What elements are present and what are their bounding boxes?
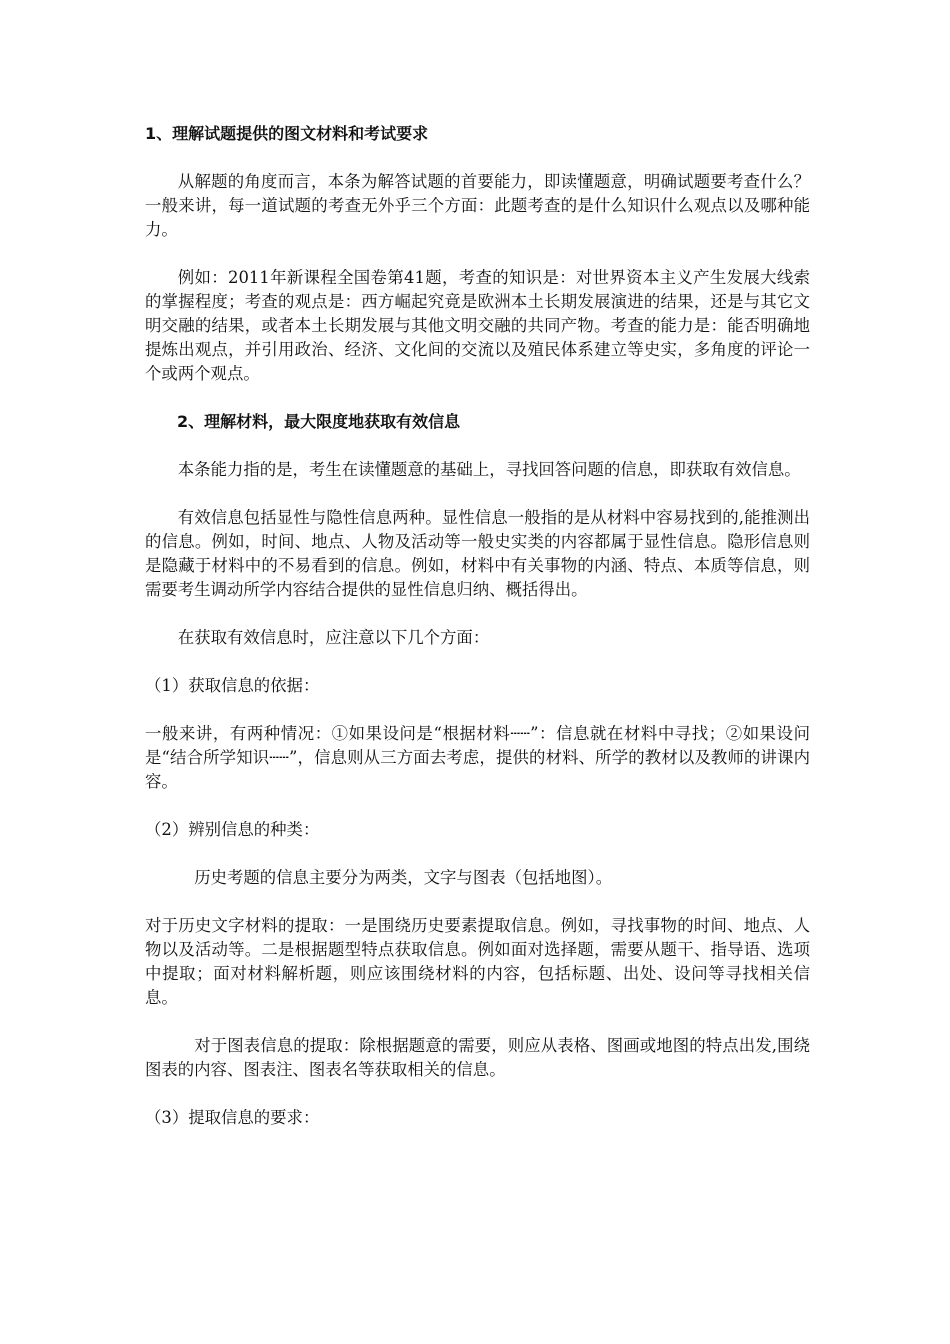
paragraph: 例如：2011年新课程全国卷第41题，考查的知识是：对世界资本主义产生发展大线索的掌握程度；考查的观点是：西方崛起究竟是欧洲本土长期发展演进的结果，还是与其它文明交融的结果，或者本土长期发展与其他文明交融的共同产物。考查的能力是：能否明确地提炼出观点，并引用政治、经济、文化间的交流以及殖民体系建立等史实，多角度的评论一个或两个观点。 <box>145 268 810 383</box>
paragraph: 对于历史文字材料的提取：一是围绕历史要素提取信息。例如，寻找事物的时间、地点、人物以及活动等。二是根据题型特点获取信息。例如面对选择题，需要从题干、指导语、选项中提取；面对材料解析题，则应该围绕材料的内容，包括标题、出处、设问等寻找相关信息。 <box>145 916 810 1007</box>
paragraph: 历史考题的信息主要分为两类，文字与图表（包括地图）。 <box>194 868 613 887</box>
section-heading-1: 1、理解试题提供的图文材料和考试要求 <box>145 124 429 143</box>
paragraph: 有效信息包括显性与隐性信息两种。显性信息一般指的是从材料中容易找到的,能推测出的信息。例如，时间、地点、人物及活动等一般史实类的内容都属于显性信息。隐形信息则是隐藏于材料中的不易看到的信息。例如，材料中有关事物的内涵、特点、本质等信息，则需要考生调动所学内容结合提供的显性信息归纳、概括得出。 <box>145 508 810 599</box>
subheading-3: （3）提取信息的要求： <box>145 1108 320 1127</box>
subheading-2: （2）辨别信息的种类： <box>145 820 320 839</box>
paragraph: 本条能力指的是，考生在读懂题意的基础上，寻找回答问题的信息，即获取有效信息。 <box>177 460 801 479</box>
paragraph: 从解题的角度而言，本条为解答试题的首要能力，即读懂题意，明确试题要考查什么？一般来讲，每一道试题的考查无外乎三个方面：此题考查的是什么知识什么观点以及哪种能力。 <box>145 172 810 239</box>
document-body <box>145 122 810 1154</box>
paragraph: 一般来讲，有两种情况：①如果设问是“根据材料┄┄”：信息就在材料中寻找；②如果设问是“结合所学知识┄┄”，信息则从三方面去考虑，提供的材料、所学的教材以及教师的讲课内容。 <box>145 724 810 791</box>
section-heading-2: 2、理解材料，最大限度地获取有效信息 <box>177 412 461 431</box>
paragraph: 对于图表信息的提取：除根据题意的需要，则应从表格、图画或地图的特点出发,围绕图表的内容、图表注、图表名等获取相关的信息。 <box>145 1036 810 1079</box>
paragraph: 在获取有效信息时，应注意以下几个方面： <box>177 628 490 647</box>
subheading-1: （1）获取信息的依据： <box>145 676 320 695</box>
